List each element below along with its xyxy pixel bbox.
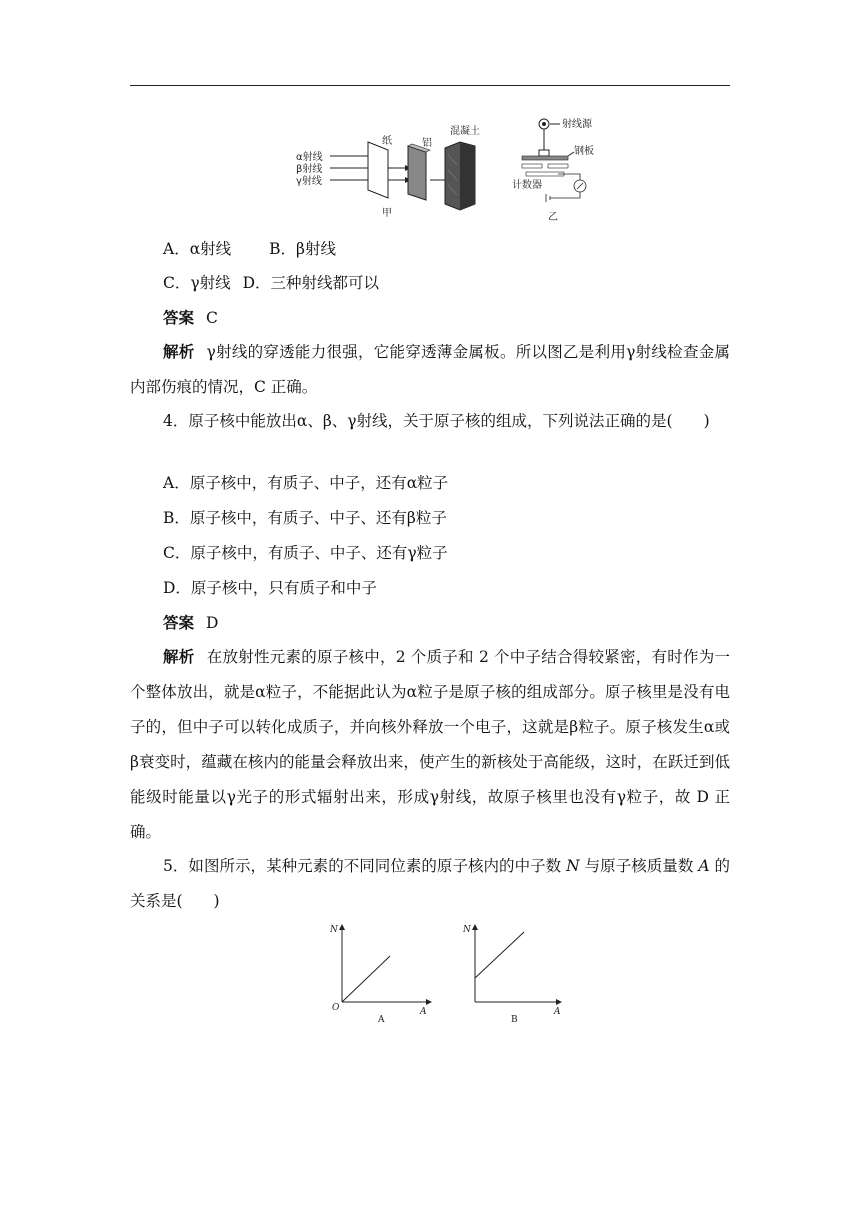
q3-option-d: D．三种射线都可以 bbox=[242, 274, 380, 292]
q4-stem: 4．原子核中能放出α、β、γ射线，关于原子核的组成，下列说法正确的是( ) bbox=[163, 412, 710, 430]
q3-analysis-text: γ射线的穿透能力很强，它能穿透薄金属板。所以图乙是利用γ射线检查金属内部伤痕的情况，C 正确。 bbox=[130, 343, 730, 396]
paper-sheet bbox=[368, 142, 388, 198]
counter-label: 计数器 bbox=[512, 180, 542, 191]
q3-answer bbox=[163, 308, 218, 328]
header-rule bbox=[130, 85, 730, 86]
steel-label: 钢板 bbox=[574, 146, 594, 157]
graph-a-y-label: N bbox=[330, 925, 338, 935]
q4-option-a: A．原子核中，有质子、中子，还有α粒子 bbox=[163, 474, 449, 492]
beta-label: β射线 bbox=[296, 164, 323, 175]
q3-analysis-label: 解析 bbox=[163, 342, 195, 361]
graph-b-caption: B bbox=[511, 1015, 518, 1025]
graph-b bbox=[462, 924, 562, 1025]
q5-stem-pre: 5．如图所示，某种元素的不同同位素的原子核内的中子数 bbox=[163, 857, 567, 875]
graph-a-line bbox=[342, 956, 390, 1002]
q3-analysis bbox=[130, 334, 730, 405]
concrete-label: 混凝土 bbox=[450, 126, 480, 137]
q5-stem-mid: 与原子核质量数 bbox=[579, 857, 699, 875]
caption-right: 乙 bbox=[548, 212, 558, 223]
q4-option-d: D．原子核中，只有质子和中子 bbox=[163, 579, 377, 597]
graph-a-origin: O bbox=[332, 1003, 340, 1013]
q5-var-a: A bbox=[698, 857, 710, 875]
n-a-graphs bbox=[320, 918, 580, 1028]
graph-a-caption: A bbox=[378, 1015, 385, 1025]
source-label: 射线源 bbox=[562, 119, 592, 130]
graph-a-x-label: A bbox=[420, 1007, 427, 1017]
q4-answer-value: D bbox=[206, 614, 219, 632]
graph-b-y-label: N bbox=[463, 925, 471, 935]
aluminum-plate bbox=[408, 146, 426, 200]
q3-answer-label: 答案 bbox=[163, 308, 195, 327]
q4-analysis bbox=[130, 639, 730, 850]
q5-stem bbox=[130, 849, 730, 919]
graph-b-line bbox=[475, 932, 524, 978]
steel-plate bbox=[522, 156, 568, 160]
q3-option-a: A．α射线 bbox=[163, 240, 232, 258]
q5-var-n: N bbox=[566, 857, 580, 875]
q3-options-row2 bbox=[163, 273, 379, 293]
q4-answer-label: 答案 bbox=[163, 613, 195, 632]
gamma-label: γ射线 bbox=[296, 176, 322, 187]
q5-stem-post: 的关系是( ) bbox=[130, 857, 730, 910]
paper-label: 纸 bbox=[382, 136, 392, 147]
alpha-label: α射线 bbox=[296, 152, 323, 163]
q4-analysis-label: 解析 bbox=[163, 647, 195, 666]
q4-analysis-text: 在放射性元素的原子核中，2 个质子和 2 个中子结合得较紧密，有时作为一个整体放出，就是α粒子，不能据此认为α粒子是原子核的组成部分。原子核里是没有电子的，但中子可以转化成质子，并向核外释放一个电子，这就是β粒子。原子核发生α或β衰变时，蕴藏在核内的能量会释放出来，使产生的新核处于高能级，这时，在跃迁到低能级时能量以γ光子的形式辐射出来，形成γ射线，故原子核里也没有γ粒子，故 D 正确。 bbox=[130, 648, 730, 841]
q4-answer bbox=[163, 613, 218, 633]
q4-option-c: C．原子核中，有质子、中子、还有γ粒子 bbox=[163, 544, 448, 562]
aluminum-label: 铝 bbox=[422, 138, 432, 149]
radiation-figure bbox=[290, 110, 620, 230]
q3-options-row1 bbox=[163, 239, 336, 259]
q3-answer-value: C bbox=[206, 309, 218, 327]
q3-option-c: C．γ射线 bbox=[163, 274, 231, 292]
graph-a bbox=[329, 924, 432, 1025]
q3-option-b: B．β射线 bbox=[269, 240, 337, 258]
graph-b-x-label: A bbox=[554, 1007, 561, 1017]
caption-left: 甲 bbox=[382, 208, 392, 219]
q4-option-b: B．原子核中，有质子、中子、还有β粒子 bbox=[163, 509, 447, 527]
